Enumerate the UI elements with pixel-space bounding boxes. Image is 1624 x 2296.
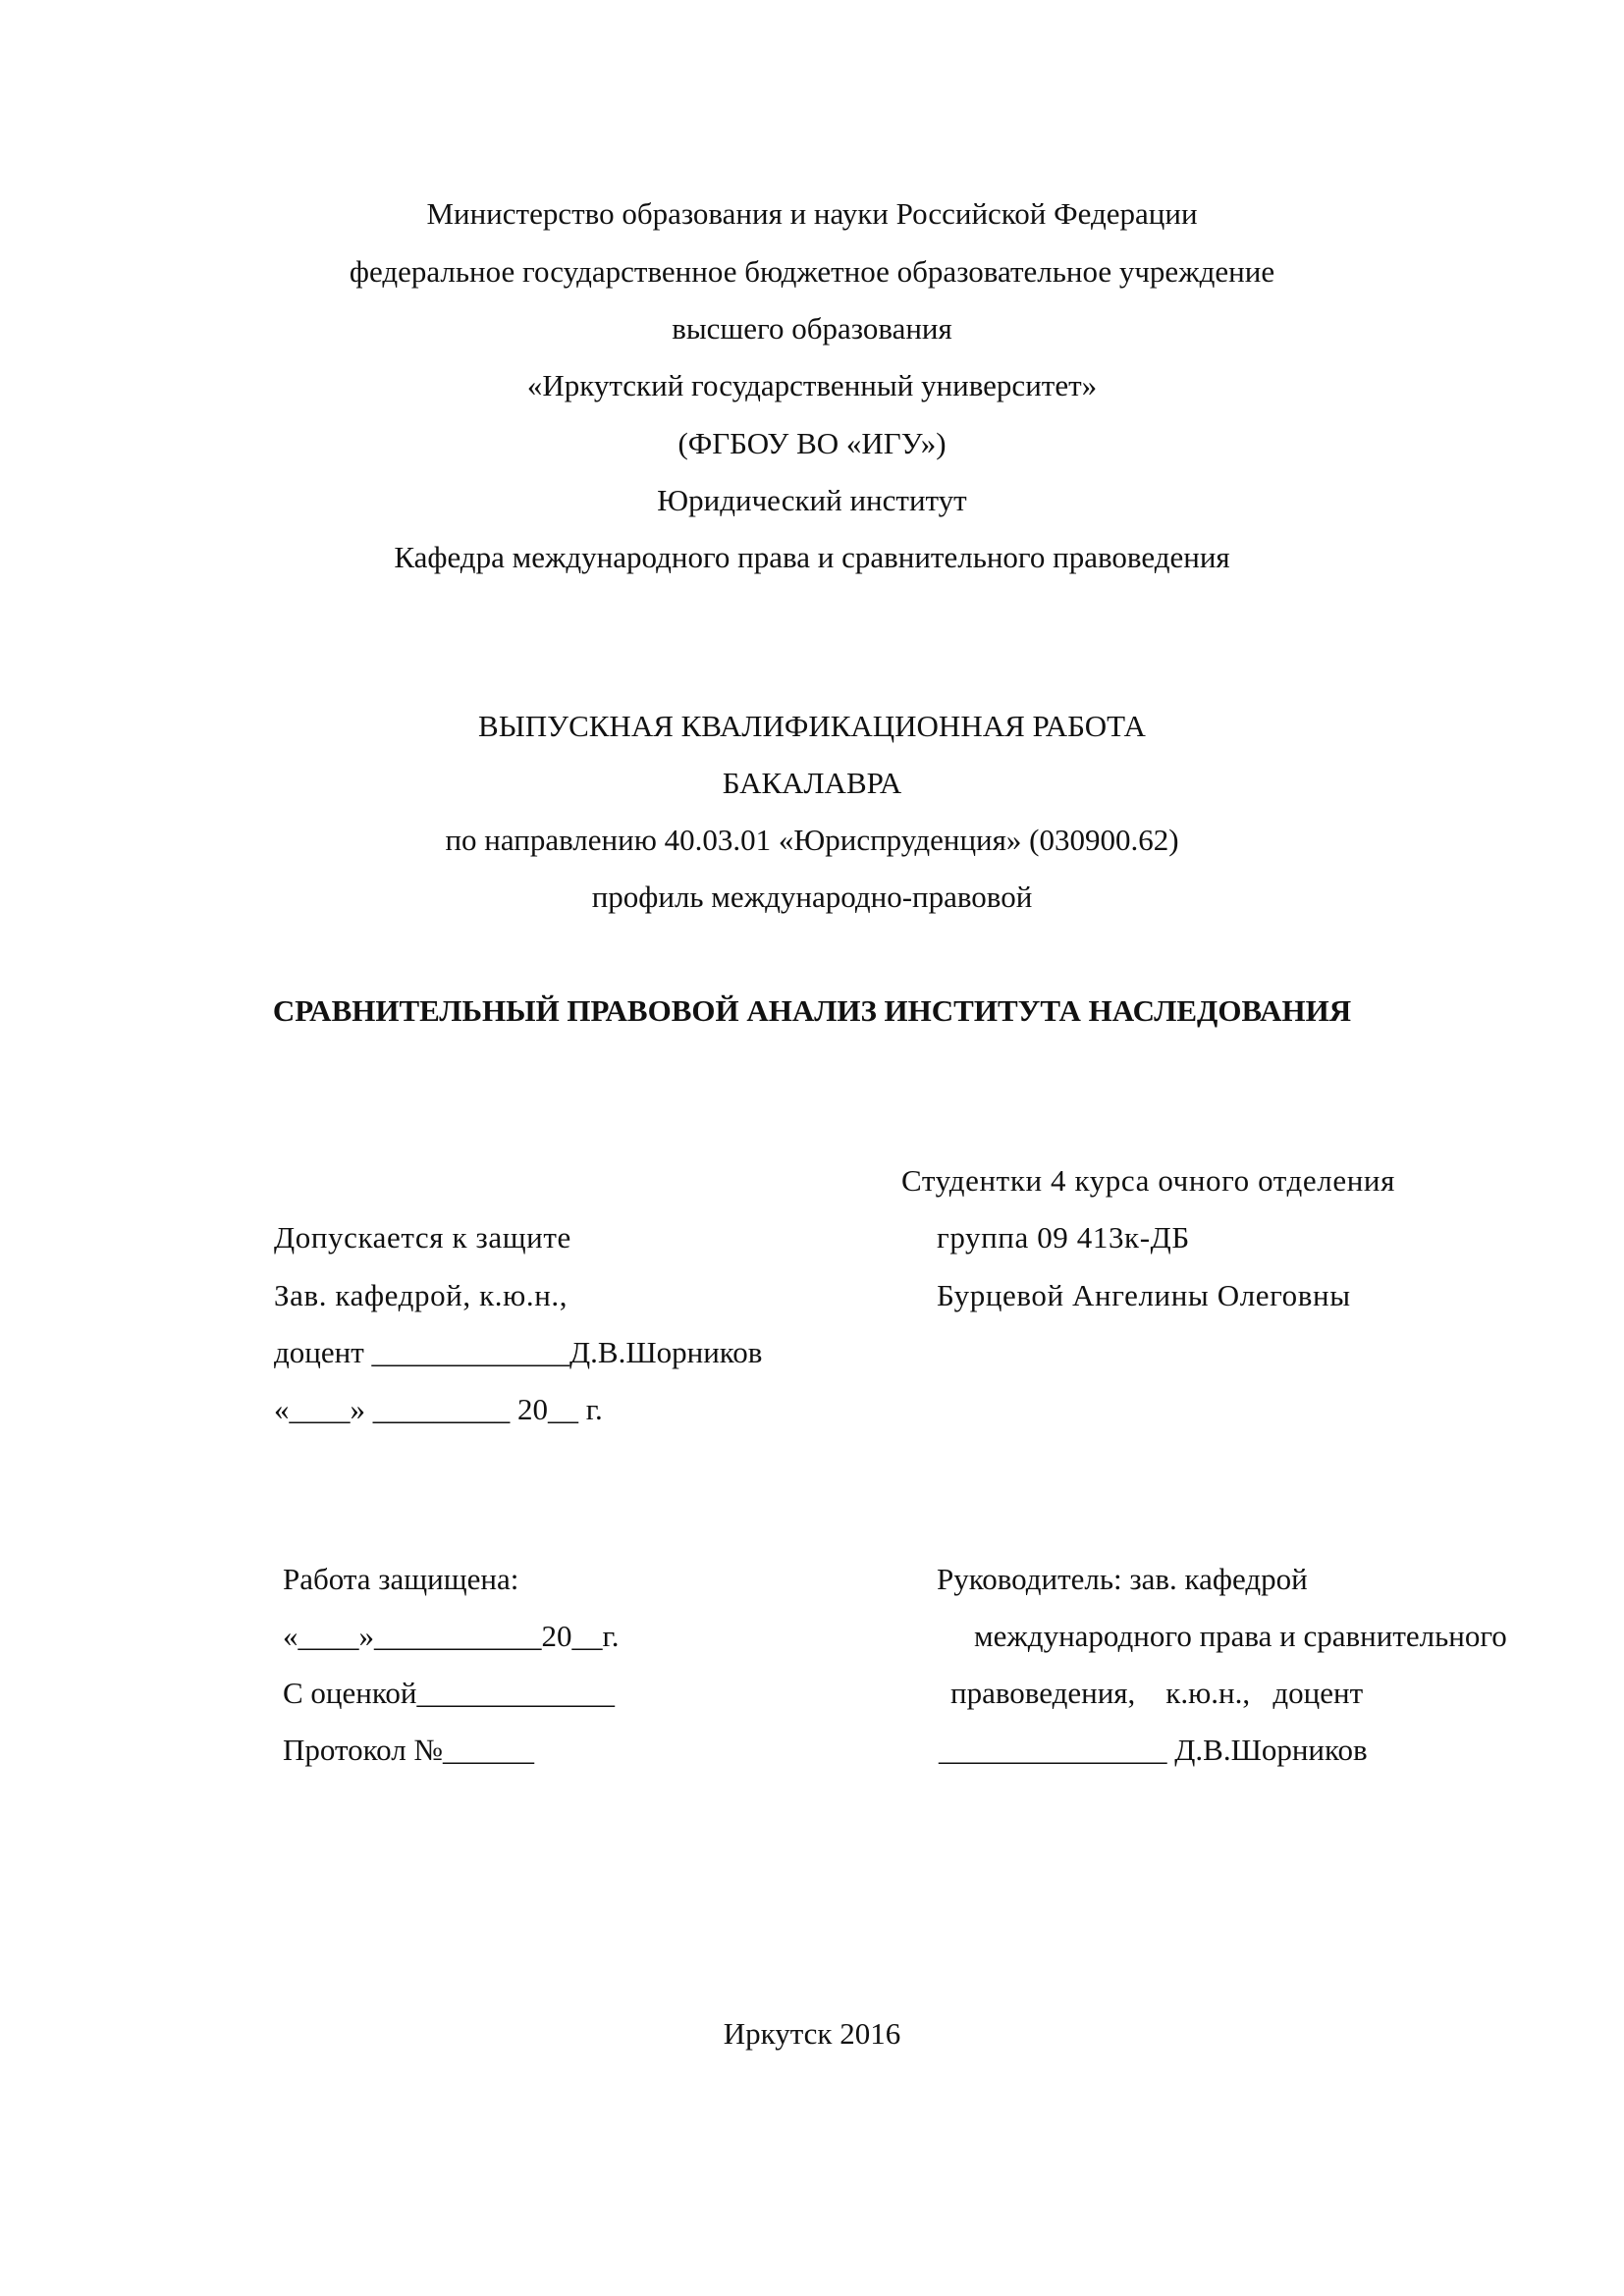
institution-type-line: федеральное государственное бюджетное образовательное учреждение — [349, 254, 1275, 289]
direction-line: по направлению 40.03.01 «Юриспруденция» (030900.62) — [445, 823, 1179, 857]
work-type-line1: ВЫПУСКНАЯ КВАЛИФИКАЦИОННАЯ РАБОТА — [478, 709, 1146, 743]
work-type-line2: БАКАЛАВРА — [722, 766, 902, 800]
student-group: группа 09 413к-ДБ — [937, 1220, 1190, 1255]
ministry-line: Министерство образования и науки Российской Федерации — [426, 196, 1198, 231]
defense-line1: Работа защищена: — [283, 1562, 519, 1596]
education-level-line: высшего образования — [672, 311, 952, 346]
department-name: Кафедра международного права и сравнительного правоведения — [394, 540, 1230, 574]
thesis-title: СРАВНИТЕЛЬНЫЙ ПРАВОВОЙ АНАЛИЗ ИНСТИТУТА НАСЛЕДОВАНИЯ — [272, 993, 1352, 1028]
admission-head-of-department: Зав. кафедрой, к.ю.н., — [274, 1278, 568, 1312]
profile-line: профиль международно-правовой — [591, 880, 1033, 914]
supervisor-line3: правоведения, к.ю.н., доцент — [950, 1676, 1364, 1710]
student-name: Бурцевой Ангелины Олеговны — [937, 1278, 1351, 1312]
admission-signature-line: доцент _____________Д.В.Шорников — [274, 1335, 763, 1369]
defense-grade-line: С оценкой_____________ — [283, 1676, 615, 1710]
university-abbreviation: (ФГБОУ ВО «ИГУ») — [677, 426, 947, 460]
student-course-line: Студентки 4 курса очного отделения — [901, 1163, 1395, 1198]
defense-protocol-line: Протокол №______ — [283, 1733, 534, 1767]
supervisor-signature-line: _______________ Д.В.Шорников — [939, 1733, 1368, 1767]
institute-name: Юридический институт — [657, 483, 967, 517]
supervisor-line1: Руководитель: зав. кафедрой — [937, 1562, 1308, 1596]
admission-date-line: «____» _________ 20__ г. — [274, 1392, 603, 1426]
university-name: «Иркутский государственный университет» — [526, 368, 1098, 402]
supervisor-line2: международного права и сравнительного — [974, 1619, 1507, 1653]
defense-date-line: «____»___________20__г. — [283, 1619, 620, 1653]
city-year: Иркутск 2016 — [723, 2016, 901, 2051]
admission-line1: Допускается к защите — [274, 1220, 571, 1255]
